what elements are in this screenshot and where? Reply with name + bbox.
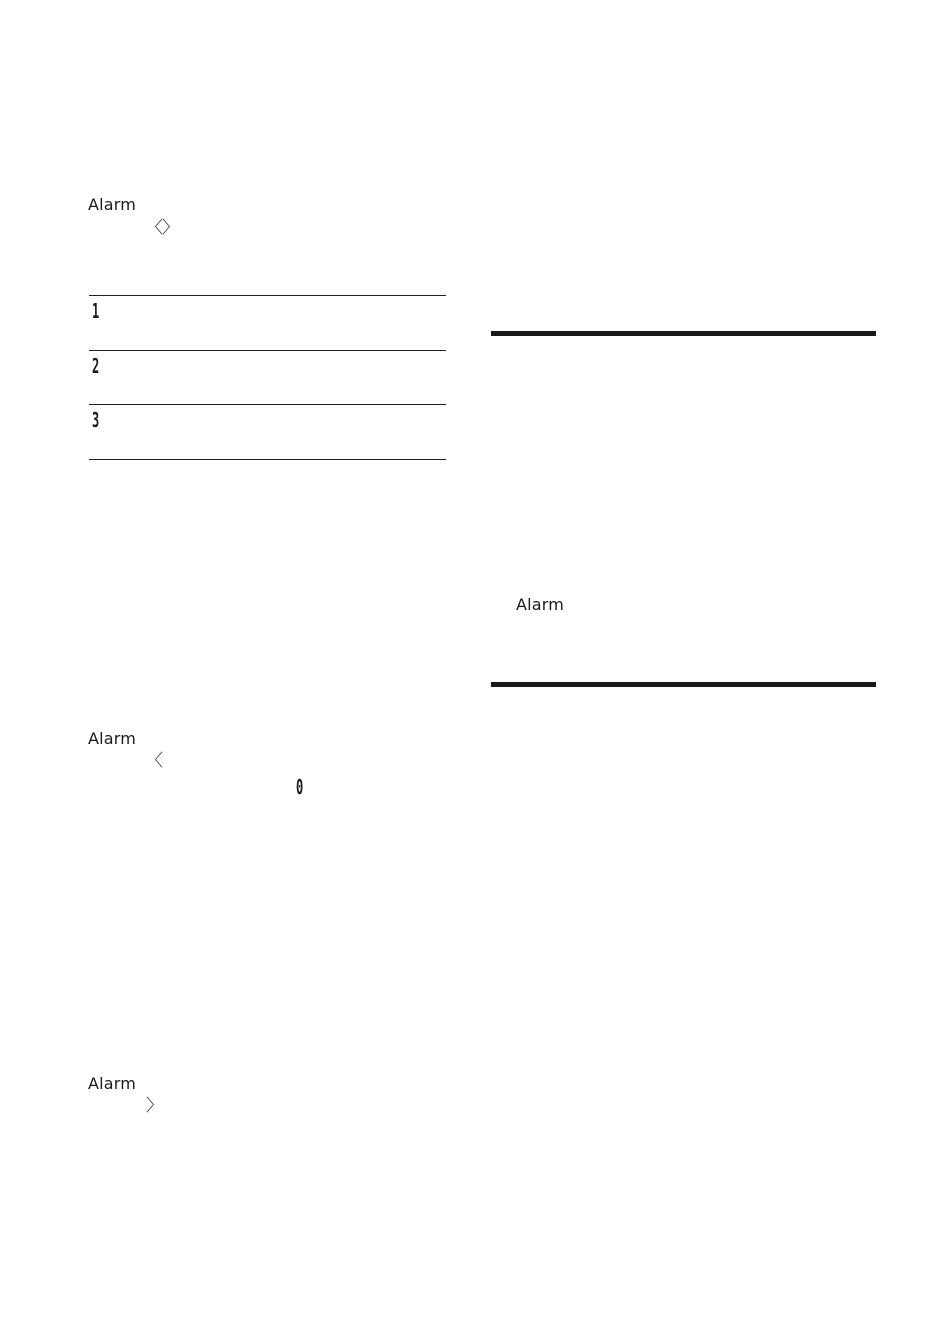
note-box-top-rule: [491, 331, 876, 336]
table-row-digit-3: 3: [92, 408, 100, 432]
table-row-rule: [89, 350, 446, 351]
table-top-rule: [89, 295, 446, 296]
right-chevron-icon-1: 〉: [162, 218, 179, 238]
table-row-digit-2: 2: [92, 354, 100, 378]
alarm-label-1: Alarm: [88, 195, 137, 214]
display-digit-0: 0: [296, 775, 304, 799]
table-row-rule: [89, 404, 446, 405]
table-row-digit-1: 1: [92, 299, 100, 323]
left-chevron-icon-1: 〈: [146, 218, 163, 238]
right-chevron-icon-3: 〉: [146, 1096, 163, 1116]
alarm-label-3: Alarm: [88, 1074, 137, 1093]
alarm-label-2: Alarm: [88, 729, 137, 748]
table-bottom-rule: [89, 459, 446, 460]
note-alarm-label: Alarm: [516, 595, 565, 614]
left-chevron-icon-2: 〈: [146, 751, 163, 771]
note-box-bottom-rule: [491, 682, 876, 687]
